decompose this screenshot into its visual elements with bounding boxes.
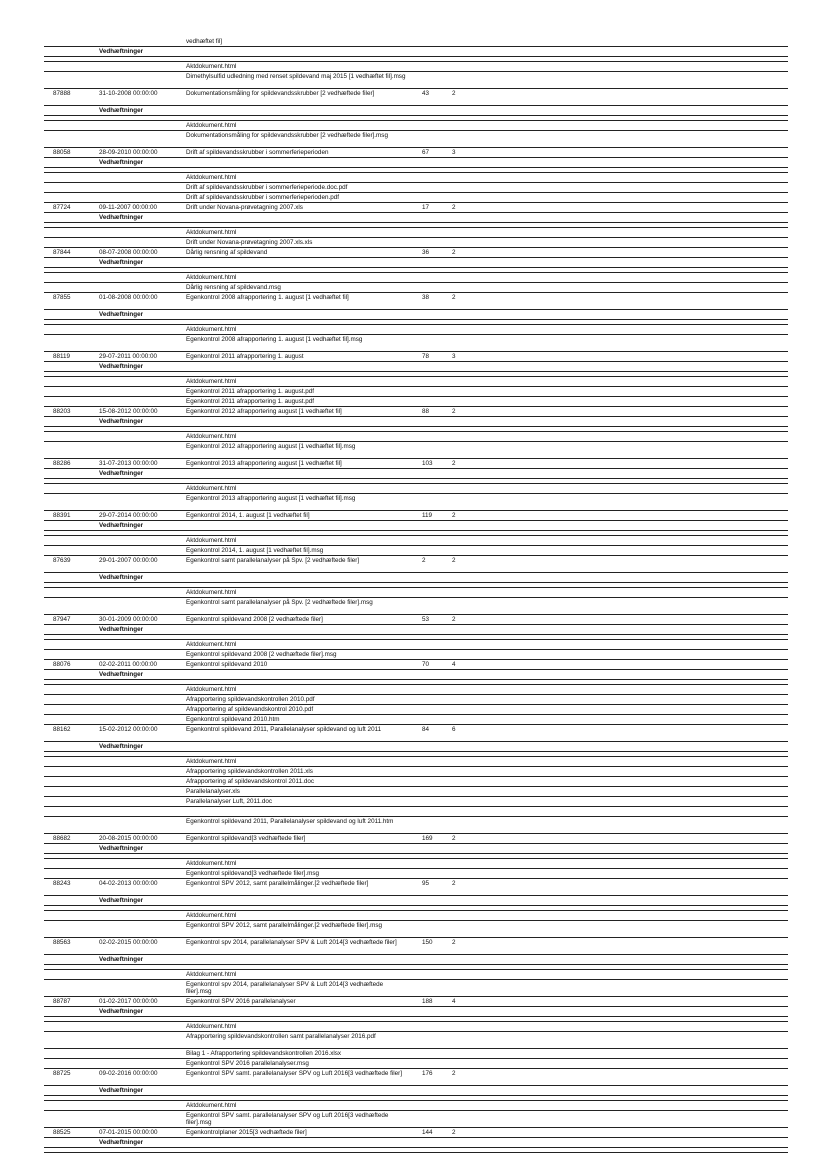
attachment-row xyxy=(44,1111,788,1128)
attachments-header-row xyxy=(44,47,788,57)
attachment-file[interactable]: Bilag 1 - Afrapportering spildevandskontrollen 2016.xlsx xyxy=(186,1050,342,1057)
attachment-row xyxy=(44,536,788,546)
attachment-file[interactable]: Egenkontrol 2013 afrapportering august [1 vedhæftet fil].msg xyxy=(186,495,356,502)
attachments-label: Vedhæftninger xyxy=(99,259,144,266)
attachment-file[interactable]: Egenkontrol spv 2014, parallelanalyser SPV & Luft 2014[3 vedhæftede filer].msg xyxy=(186,981,384,995)
record-number: 188 xyxy=(422,998,433,1005)
attachment-file[interactable]: Afrapportering spildevandskontrollen samt parallelanalyser 2016.pdf xyxy=(186,1033,376,1040)
record-row xyxy=(44,89,788,106)
attachment-file[interactable]: Aktdokument.html xyxy=(186,1023,237,1030)
attachments-label: Vedhæftninger xyxy=(99,470,144,477)
record-number: 38 xyxy=(422,294,430,301)
attachments-label: Vedhæftninger xyxy=(99,845,144,852)
attachments-header-row xyxy=(44,158,788,168)
record-count: 2 xyxy=(452,557,456,564)
record-date: 02-02-2015 00:00:00 xyxy=(99,939,158,946)
attachments-header-row xyxy=(44,625,788,635)
attachment-row xyxy=(44,325,788,335)
attachments-header-row xyxy=(44,742,788,752)
attachments-header-row xyxy=(44,417,788,427)
attachment-row xyxy=(44,273,788,283)
attachments-header-row xyxy=(44,670,788,680)
attachment-file[interactable]: Drift af spildevandsskrubber i sommerferieperiode.doc.pdf xyxy=(186,184,348,191)
record-count: 4 xyxy=(452,998,456,1005)
attachment-file[interactable]: Afrapportering af spildevandskontrol 2011.doc xyxy=(186,778,315,785)
attachment-row xyxy=(44,777,788,787)
attachments-label: Vedhæftninger xyxy=(99,1087,144,1094)
attachments-label: Vedhæftninger xyxy=(99,311,144,318)
record-row xyxy=(44,203,788,213)
record-date: 15-08-2012 00:00:00 xyxy=(99,408,158,415)
record-date: 09-11-2007 00:00:00 xyxy=(99,204,158,211)
record-count: 2 xyxy=(452,90,456,97)
attachment-row xyxy=(44,685,788,695)
attachments-label: Vedhæftninger xyxy=(99,418,144,425)
record-id: 88286 xyxy=(53,460,71,467)
attachments-label: Vedhæftninger xyxy=(99,107,144,114)
record-count: 2 xyxy=(452,1070,456,1077)
record-title[interactable]: Egenkontrol 2014, 1. august [1 vedhæftet fil] xyxy=(186,512,310,519)
attachment-row xyxy=(44,72,788,89)
attachment-row xyxy=(44,970,788,980)
record-number: 53 xyxy=(422,616,430,623)
attachment-file[interactable]: Dokumentationsmåling for spildevandsskrubber [2 vedhæftede filer].msg xyxy=(186,132,388,139)
attachments-label: Vedhæftninger xyxy=(99,897,144,904)
record-count: 2 xyxy=(452,204,456,211)
attachments-header-row xyxy=(44,469,788,479)
attachments-label: Vedhæftninger xyxy=(99,48,144,55)
record-row xyxy=(44,938,788,955)
attachment-row xyxy=(44,173,788,183)
attachment-file[interactable]: Aktdokument.html xyxy=(186,1102,237,1109)
record-date: 01-08-2008 00:00:00 xyxy=(99,294,158,301)
record-date: 01-02-2017 00:00:00 xyxy=(99,998,158,1005)
record-date: 15-02-2012 00:00:00 xyxy=(99,726,158,733)
record-id: 88725 xyxy=(53,1070,71,1077)
attachment-file[interactable]: Aktdokument.html xyxy=(186,860,237,867)
attachment-file[interactable]: Egenkontrol 2011 afrapportering 1. august.pdf xyxy=(186,388,315,395)
attachment-row xyxy=(44,484,788,494)
attachment-file[interactable]: Drift under Novana-prøvetagning 2007.xls.xls xyxy=(186,239,313,246)
attachment-row xyxy=(44,757,788,767)
attachments-label: Vedhæftninger xyxy=(99,574,144,581)
attachments-label: Vedhæftninger xyxy=(99,1008,144,1015)
record-title[interactable]: Drift af spildevandsskrubber i sommerferieperioden xyxy=(186,149,329,156)
record-id: 88058 xyxy=(53,149,71,156)
attachments-header-row xyxy=(44,258,788,268)
attachment-row xyxy=(44,817,788,834)
record-number: 119 xyxy=(422,512,433,519)
record-date: 07-01-2015 00:00:00 xyxy=(99,1129,158,1136)
record-row xyxy=(44,1128,788,1138)
attachment-row xyxy=(44,1032,788,1049)
attachment-file[interactable]: Aktdokument.html xyxy=(186,378,237,385)
attachment-row xyxy=(44,1059,788,1069)
record-title[interactable]: Egenkontrol spildevand 2008 [2 vedhæftede filer] xyxy=(186,616,323,623)
attachment-row xyxy=(44,797,788,807)
attachment-file[interactable]: Egenkontrol spildevand 2011, Parallelanalyser spildevand og luft 2011.htm xyxy=(186,818,394,825)
attachments-label: Vedhæftninger xyxy=(99,214,144,221)
attachments-label: Vedhæftninger xyxy=(99,743,144,750)
attachments-header-row xyxy=(44,955,788,965)
attachment-row xyxy=(44,980,788,997)
attachments-label: Vedhæftninger xyxy=(99,1139,144,1146)
record-row xyxy=(44,148,788,158)
attachment-file[interactable]: Aktdokument.html xyxy=(186,326,237,333)
attachment-row xyxy=(44,640,788,650)
attachments-spacer-row xyxy=(44,1148,788,1153)
record-id: 87639 xyxy=(53,557,71,564)
attachment-file[interactable]: Parallelanalyser.xls xyxy=(186,788,240,795)
attachment-file[interactable]: Egenkontrol samt parallelanalyser på Spv. [2 vedhæftede filer].msg xyxy=(186,599,373,606)
attachment-row xyxy=(44,1022,788,1032)
record-row xyxy=(44,352,788,362)
attachment-file[interactable]: Egenkontrol SPV samt. parallelanalyser SPV og Luft 2016[3 vedhæftede filer].msg xyxy=(186,1112,389,1126)
attachment-row xyxy=(44,387,788,397)
attachment-file[interactable]: Afrapportering spildevandskontrollen 2011.xls xyxy=(186,768,313,775)
attachment-file[interactable]: Afrapportering spildevandskontrollen 2010.pdf xyxy=(186,696,315,703)
attachment-row xyxy=(44,598,788,615)
record-title[interactable]: Egenkontrol spildevand 2010 xyxy=(186,661,268,668)
attachments-header-row xyxy=(44,844,788,854)
attachment-file[interactable]: Egenkontrol SPV 2012, samt parallelmålinger.[2 vedhæftede filer].msg xyxy=(186,922,383,929)
record-number: 67 xyxy=(422,149,430,156)
attachment-file[interactable]: Aktdokument.html xyxy=(186,274,237,281)
attachment-file[interactable]: Egenkontrol spildevand[3 vedhæftede filer].msg xyxy=(186,870,320,877)
attachment-row xyxy=(44,705,788,715)
attachment-row xyxy=(44,442,788,459)
record-id: 88162 xyxy=(53,726,71,733)
record-title[interactable]: Dokumentationsmåling for spildevandsskrubber [2 vedhæftede filer] xyxy=(186,90,375,97)
record-title[interactable]: Egenkontrol 2013 afrapportering august [1 vedhæftet fil] xyxy=(186,460,342,467)
attachment-file[interactable]: Parallelanalyser Luft, 2011.doc xyxy=(186,798,272,805)
record-row xyxy=(44,660,788,670)
attachment-file[interactable]: Aktdokument.html xyxy=(186,174,237,181)
attachment-row xyxy=(44,131,788,148)
attachment-row xyxy=(44,432,788,442)
record-title[interactable]: Drift under Novana-prøvetagning 2007.xls xyxy=(186,204,303,211)
attachment-row xyxy=(44,228,788,238)
record-count: 2 xyxy=(452,939,456,946)
attachment-file[interactable]: Aktdokument.html xyxy=(186,433,237,440)
record-row xyxy=(44,293,788,310)
attachment-row xyxy=(44,283,788,293)
attachment-row xyxy=(44,869,788,879)
attachment-row xyxy=(44,921,788,938)
record-date: 31-10-2008 00:00:00 xyxy=(99,90,158,97)
record-id: 88682 xyxy=(53,835,71,842)
attachment-row xyxy=(44,546,788,556)
attachment-row xyxy=(44,1049,788,1059)
record-number: 88 xyxy=(422,408,430,415)
attachment-row xyxy=(44,335,788,352)
attachment-row xyxy=(44,377,788,387)
record-date: 02-02-2011 00:00:00 xyxy=(99,661,158,668)
attachment-row xyxy=(44,807,788,817)
record-row xyxy=(44,459,788,469)
attachment-row xyxy=(44,787,788,797)
record-id: 88563 xyxy=(53,939,71,946)
record-number: 78 xyxy=(422,353,430,360)
record-date: 30-01-2009 00:00:00 xyxy=(99,616,158,623)
record-count: 3 xyxy=(452,149,456,156)
record-id: 88243 xyxy=(53,880,71,887)
record-count: 2 xyxy=(452,880,456,887)
record-title[interactable]: Egenkontrol SPV 2016 parallelanalyser xyxy=(186,998,296,1005)
attachment-file[interactable]: Aktdokument.html xyxy=(186,758,237,765)
record-title[interactable]: Egenkontrol SPV samt. parallelanalyser SPV og Luft 2016[3 vedhæftede filer] xyxy=(186,1070,402,1077)
record-number: 144 xyxy=(422,1129,433,1136)
record-title[interactable]: Egenkontrol 2012 afrapportering august [1 vedhæftet fil] xyxy=(186,408,342,415)
attachment-file[interactable]: Dimethylsulfid udledning med renset spildevand maj 2015 [1 vedhæftet fil].msg xyxy=(186,73,406,80)
record-number: 95 xyxy=(422,880,430,887)
attachment-file[interactable]: Egenkontrol 2011 afrapportering 1. august.pdf xyxy=(186,398,315,405)
attachment-file[interactable]: Aktdokument.html xyxy=(186,686,237,693)
attachments-header-row xyxy=(44,1007,788,1017)
record-number: 84 xyxy=(422,726,430,733)
attachment-file[interactable]: Aktdokument.html xyxy=(186,537,237,544)
attachment-file[interactable]: Aktdokument.html xyxy=(186,641,237,648)
attachment-file[interactable]: Drift af spildevandsskrubber i sommerferieperioden.pdf xyxy=(186,194,339,201)
record-row xyxy=(44,407,788,417)
record-number: 2 xyxy=(422,557,426,564)
attachments-header-row xyxy=(44,521,788,531)
attachment-file[interactable]: Egenkontrol spildevand 2008 [2 vedhæftede filer].msg xyxy=(186,651,337,658)
attachment-row xyxy=(44,494,788,511)
record-title[interactable]: Egenkontrol 2011 afrapportering 1. august xyxy=(186,353,304,360)
attachment-row xyxy=(44,1101,788,1111)
attachment-row xyxy=(44,650,788,660)
attachments-header-row xyxy=(44,213,788,223)
record-count: 2 xyxy=(452,616,456,623)
record-number: 36 xyxy=(422,249,430,256)
attachment-file[interactable]: Aktdokument.html xyxy=(186,122,237,129)
attachment-file[interactable]: Egenkontrol SPV 2016 parallelanalyser.msg xyxy=(186,1060,309,1067)
attachment-row xyxy=(44,715,788,725)
record-number: 103 xyxy=(422,460,433,467)
attachments-label: Vedhæftninger xyxy=(99,363,144,370)
record-count: 3 xyxy=(452,353,456,360)
record-count: 2 xyxy=(452,835,456,842)
record-date: 29-07-2011 00:00:00 xyxy=(99,353,158,360)
record-id: 87947 xyxy=(53,616,71,623)
record-id: 88525 xyxy=(53,1129,71,1136)
attachment-file[interactable]: Aktdokument.html xyxy=(186,485,237,492)
record-row xyxy=(44,615,788,625)
attachment-row xyxy=(44,397,788,407)
record-id: 88203 xyxy=(53,408,71,415)
record-row xyxy=(44,1069,788,1086)
record-title[interactable]: Egenkontrol 2008 afrapportering 1. august [1 vedhæftet fil] xyxy=(186,294,349,301)
attachments-label: Vedhæftninger xyxy=(99,522,144,529)
attachment-row xyxy=(44,588,788,598)
attachment-file[interactable]: Egenkontrol spildevand 2010.htm xyxy=(186,716,280,723)
attachment-row xyxy=(44,859,788,869)
attachment-row xyxy=(44,183,788,193)
record-count: 2 xyxy=(452,249,456,256)
record-count: 2 xyxy=(452,512,456,519)
record-row xyxy=(44,834,788,844)
attachment-file[interactable]: Egenkontrol 2014, 1. august [1 vedhæftet fil].msg xyxy=(186,547,324,554)
record-date: 29-07-2014 00:00:00 xyxy=(99,512,158,519)
attachments-label: Vedhæftninger xyxy=(99,956,144,963)
record-count: 2 xyxy=(452,294,456,301)
record-row xyxy=(44,725,788,742)
attachment-row xyxy=(44,695,788,705)
record-row xyxy=(44,248,788,258)
record-number: 17 xyxy=(422,204,430,211)
attachment-file[interactable]: Afrapportering af spildevandskontrol 2010.pdf xyxy=(186,706,314,713)
record-number: 169 xyxy=(422,835,433,842)
record-title[interactable]: Egenkontrol spv 2014, parallelanalyser SPV & Luft 2014[3 vedhæftede filer] xyxy=(186,939,397,946)
record-count: 2 xyxy=(452,1129,456,1136)
attachment-file[interactable]: Aktdokument.html xyxy=(186,229,237,236)
record-id: 87844 xyxy=(53,249,71,256)
record-date: 04-02-2013 00:00:00 xyxy=(99,880,158,887)
record-date: 08-07-2008 00:00:00 xyxy=(99,249,158,256)
continuation-row xyxy=(44,37,788,47)
attachments-header-row xyxy=(44,1086,788,1096)
record-row xyxy=(44,511,788,521)
record-count: 4 xyxy=(452,661,456,668)
record-row xyxy=(44,997,788,1007)
record-date: 20-08-2015 00:00:00 xyxy=(99,835,158,842)
record-title[interactable]: Egenkontrol spildevand 2011, Parallelanalyser spildevand og luft 2011 xyxy=(186,726,382,733)
attachments-header-row xyxy=(44,106,788,116)
record-title[interactable]: Egenkontrol SPV 2012, samt parallelmålinger.[2 vedhæftede filer] xyxy=(186,880,369,887)
attachment-file[interactable]: Aktdokument.html xyxy=(186,971,237,978)
attachments-label: Vedhæftninger xyxy=(99,671,144,678)
record-row xyxy=(44,879,788,896)
attachments-header-row xyxy=(44,573,788,583)
record-id: 88076 xyxy=(53,661,71,668)
record-id: 87724 xyxy=(53,204,71,211)
record-id: 88391 xyxy=(53,512,71,519)
attachments-header-row xyxy=(44,362,788,372)
attachment-file[interactable]: Egenkontrol 2008 afrapportering 1. august [1 vedhæftet fil].msg xyxy=(186,336,363,343)
record-id: 87855 xyxy=(53,294,71,301)
record-row xyxy=(44,556,788,573)
record-id: 88787 xyxy=(53,998,71,1005)
attachment-file[interactable]: Egenkontrol 2012 afrapportering august [1 vedhæftet fil].msg xyxy=(186,443,356,450)
record-title[interactable]: Dårlig rensning af spildevand xyxy=(186,249,268,256)
record-count: 2 xyxy=(452,460,456,467)
record-date: 28-09-2010 00:00:00 xyxy=(99,149,158,156)
record-id: 88119 xyxy=(53,353,71,360)
record-date: 29-01-2007 00:00:00 xyxy=(99,557,158,564)
attachment-file[interactable]: Aktdokument.html xyxy=(186,912,237,919)
attachments-header-row xyxy=(44,896,788,906)
attachment-file[interactable]: Aktdokument.html xyxy=(186,63,237,70)
attachment-list xyxy=(44,37,788,1153)
record-number: 43 xyxy=(422,90,430,97)
record-title[interactable]: Egenkontrol samt parallelanalyser på Spv. [2 vedhæftede filer] xyxy=(186,557,360,564)
record-date: 31-07-2013 00:00:00 xyxy=(99,460,158,467)
record-title[interactable]: Egenkontrol spildevand[3 vedhæftede filer] xyxy=(186,835,306,842)
attachment-row xyxy=(44,767,788,777)
record-count: 6 xyxy=(452,726,456,733)
attachment-file[interactable]: Aktdokument.html xyxy=(186,589,237,596)
record-count: 2 xyxy=(452,408,456,415)
attachment-row xyxy=(44,238,788,248)
attachment-row xyxy=(44,911,788,921)
record-number: 150 xyxy=(422,939,433,946)
attachment-row xyxy=(44,193,788,203)
attachments-label: Vedhæftninger xyxy=(99,159,144,166)
attachment-row xyxy=(44,121,788,131)
record-number: 176 xyxy=(422,1070,433,1077)
record-number: 70 xyxy=(422,661,430,668)
attachments-header-row xyxy=(44,310,788,320)
attachments-label: Vedhæftninger xyxy=(99,626,144,633)
record-date: 09-02-2016 00:00:00 xyxy=(99,1070,158,1077)
record-title[interactable]: Egenkontrolplaner 2015[3 vedhæftede filer] xyxy=(186,1129,307,1136)
continuation-text: vedhæftet fil] xyxy=(186,38,223,45)
attachment-row xyxy=(44,62,788,72)
attachment-file[interactable]: Dårlig rensning af spildevand.msg xyxy=(186,284,281,291)
record-id: 87888 xyxy=(53,90,71,97)
attachments-header-row xyxy=(44,1138,788,1148)
